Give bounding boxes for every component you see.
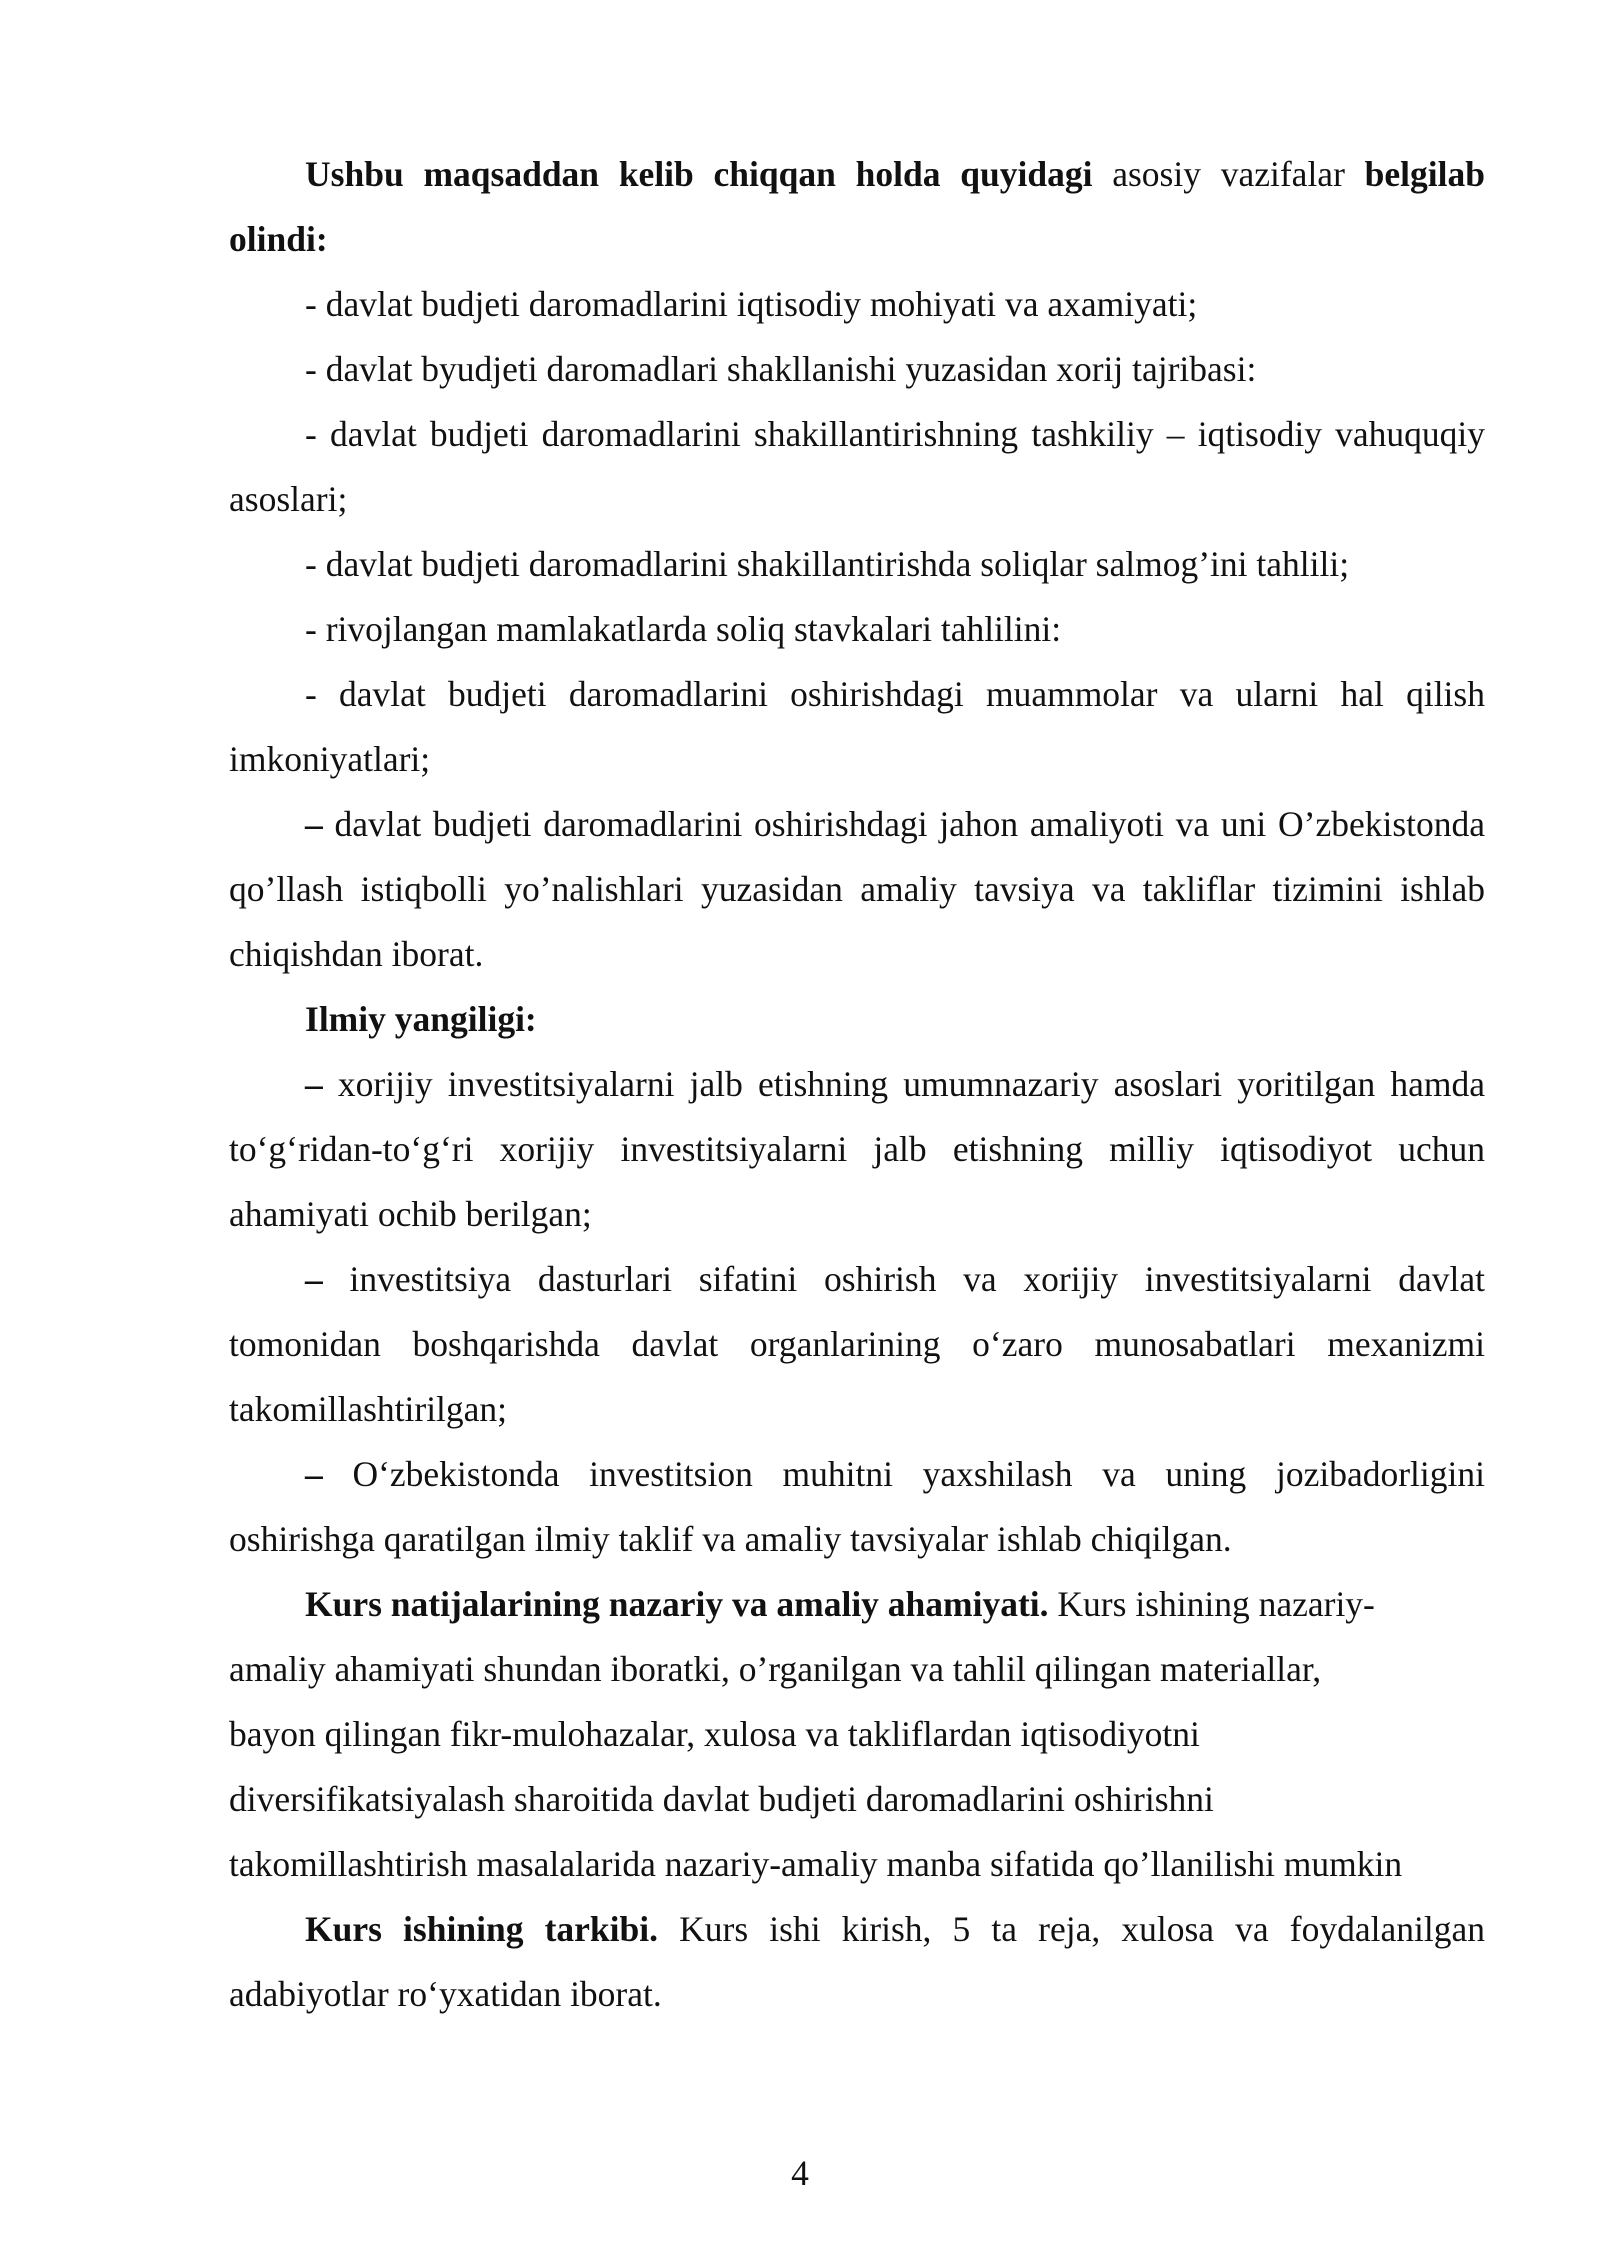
significance-line: diversifikatsiyalash sharoitida davlat budjeti daromadlarini oshirishni — [229, 1779, 1214, 1819]
structure-text: Kurs ishi kirish, 5 ta reja, xulosa va foydalanilgan adabiyotlar ro‘yxatidan iborat. — [229, 1909, 1485, 2014]
novelty-heading-text: Ilmiy yangiligi: — [305, 999, 537, 1039]
structure-paragraph — [229, 1897, 1485, 2027]
novelty-item — [229, 1442, 1485, 1572]
intro-paragraph — [229, 142, 1485, 272]
task-item-text: davlat budjeti daromadlarini oshirishdagi jahon amaliyoti va uni O’zbekistonda qo’llash istiqbolli yo’nalishlari yuzasidan amaliy tavsiya va takliflar tizimini ishlab chiqishdan iborat. — [229, 804, 1485, 974]
dash-marker: – — [305, 1259, 350, 1299]
task-item-dash — [229, 792, 1485, 987]
task-item: - rivojlangan mamlakatlarda soliq stavkalari tahlilini: — [305, 609, 1062, 649]
intro-bold-start: Ushbu maqsaddan kelib chiqqan holda quyidagi — [305, 154, 1093, 194]
page-body — [229, 142, 1485, 2027]
intro-bold-end: belgilab olindi: — [229, 154, 1485, 259]
intro-normal-mid: asosiy vazifalar — [1092, 154, 1365, 194]
significance-paragraph — [229, 1572, 1485, 1897]
novelty-item — [229, 1052, 1485, 1247]
dash-marker: – — [305, 1064, 338, 1104]
significance-line: amaliy ahamiyati shundan iboratki, o’rganilgan va tahlil qilingan materiallar, — [229, 1649, 1322, 1689]
task-item: - davlat budjeti daromadlarini iqtisodiy mohiyati va axamiyati; — [305, 284, 1198, 324]
novelty-item — [229, 1247, 1485, 1442]
task-item: - davlat budjeti daromadlarini shakillantirishda soliqlar salmog’ini tahlili; — [305, 544, 1350, 584]
dash-marker: – — [305, 804, 335, 844]
task-item: - davlat byudjeti daromadlari shakllanishi yuzasidan xorij tajribasi: — [305, 349, 1257, 389]
task-item: - davlat budjeti daromadlarini oshirishdagi muammolar va ularni hal qilish imkoniyatlari; — [229, 674, 1485, 779]
dash-marker: – — [305, 1454, 353, 1494]
novelty-item-text: xorijiy investitsiyalarni jalb etishning umumnazariy asoslari yoritilgan hamda to‘g‘ridan-to‘g‘ri xorijiy investitsiyalarni jalb etishning milliy iqtisodiyot uchun ahamiyati ochib berilgan; — [229, 1064, 1486, 1234]
page-number: 4 — [791, 2153, 809, 2193]
task-item: - davlat budjeti daromadlarini shakillantirishning tashkiliy – iqtisodiy vahuquqiy asoslari; — [229, 414, 1485, 519]
novelty-item-text: O‘zbekistonda investitsion muhitni yaxshilash va uning jozibadorligini oshirishga qaratilgan ilmiy taklif va amaliy tavsiyalar ishlab chiqilgan. — [229, 1454, 1485, 1559]
structure-heading: Kurs ishining tarkibi. — [305, 1909, 658, 1949]
significance-line: Kurs ishining nazariy- — [1048, 1584, 1375, 1624]
significance-heading: Kurs natijalarining nazariy va amaliy ahamiyati. — [305, 1584, 1049, 1624]
significance-line: bayon qilingan fikr-mulohazalar, xulosa va takliflardan iqtisodiyotni — [229, 1714, 1200, 1754]
novelty-item-text: investitsiya dasturlari sifatini oshirish va xorijiy investitsiyalarni davlat tomonidan boshqarishda davlat organlarining o‘zaro munosabatlari mexanizmi takomillashtirilgan; — [229, 1259, 1486, 1429]
significance-line: takomillashtirish masalalarida nazariy-amaliy manba sifatida qo’llanilishi mumkin — [229, 1844, 1403, 1884]
novelty-heading — [229, 987, 1485, 1052]
